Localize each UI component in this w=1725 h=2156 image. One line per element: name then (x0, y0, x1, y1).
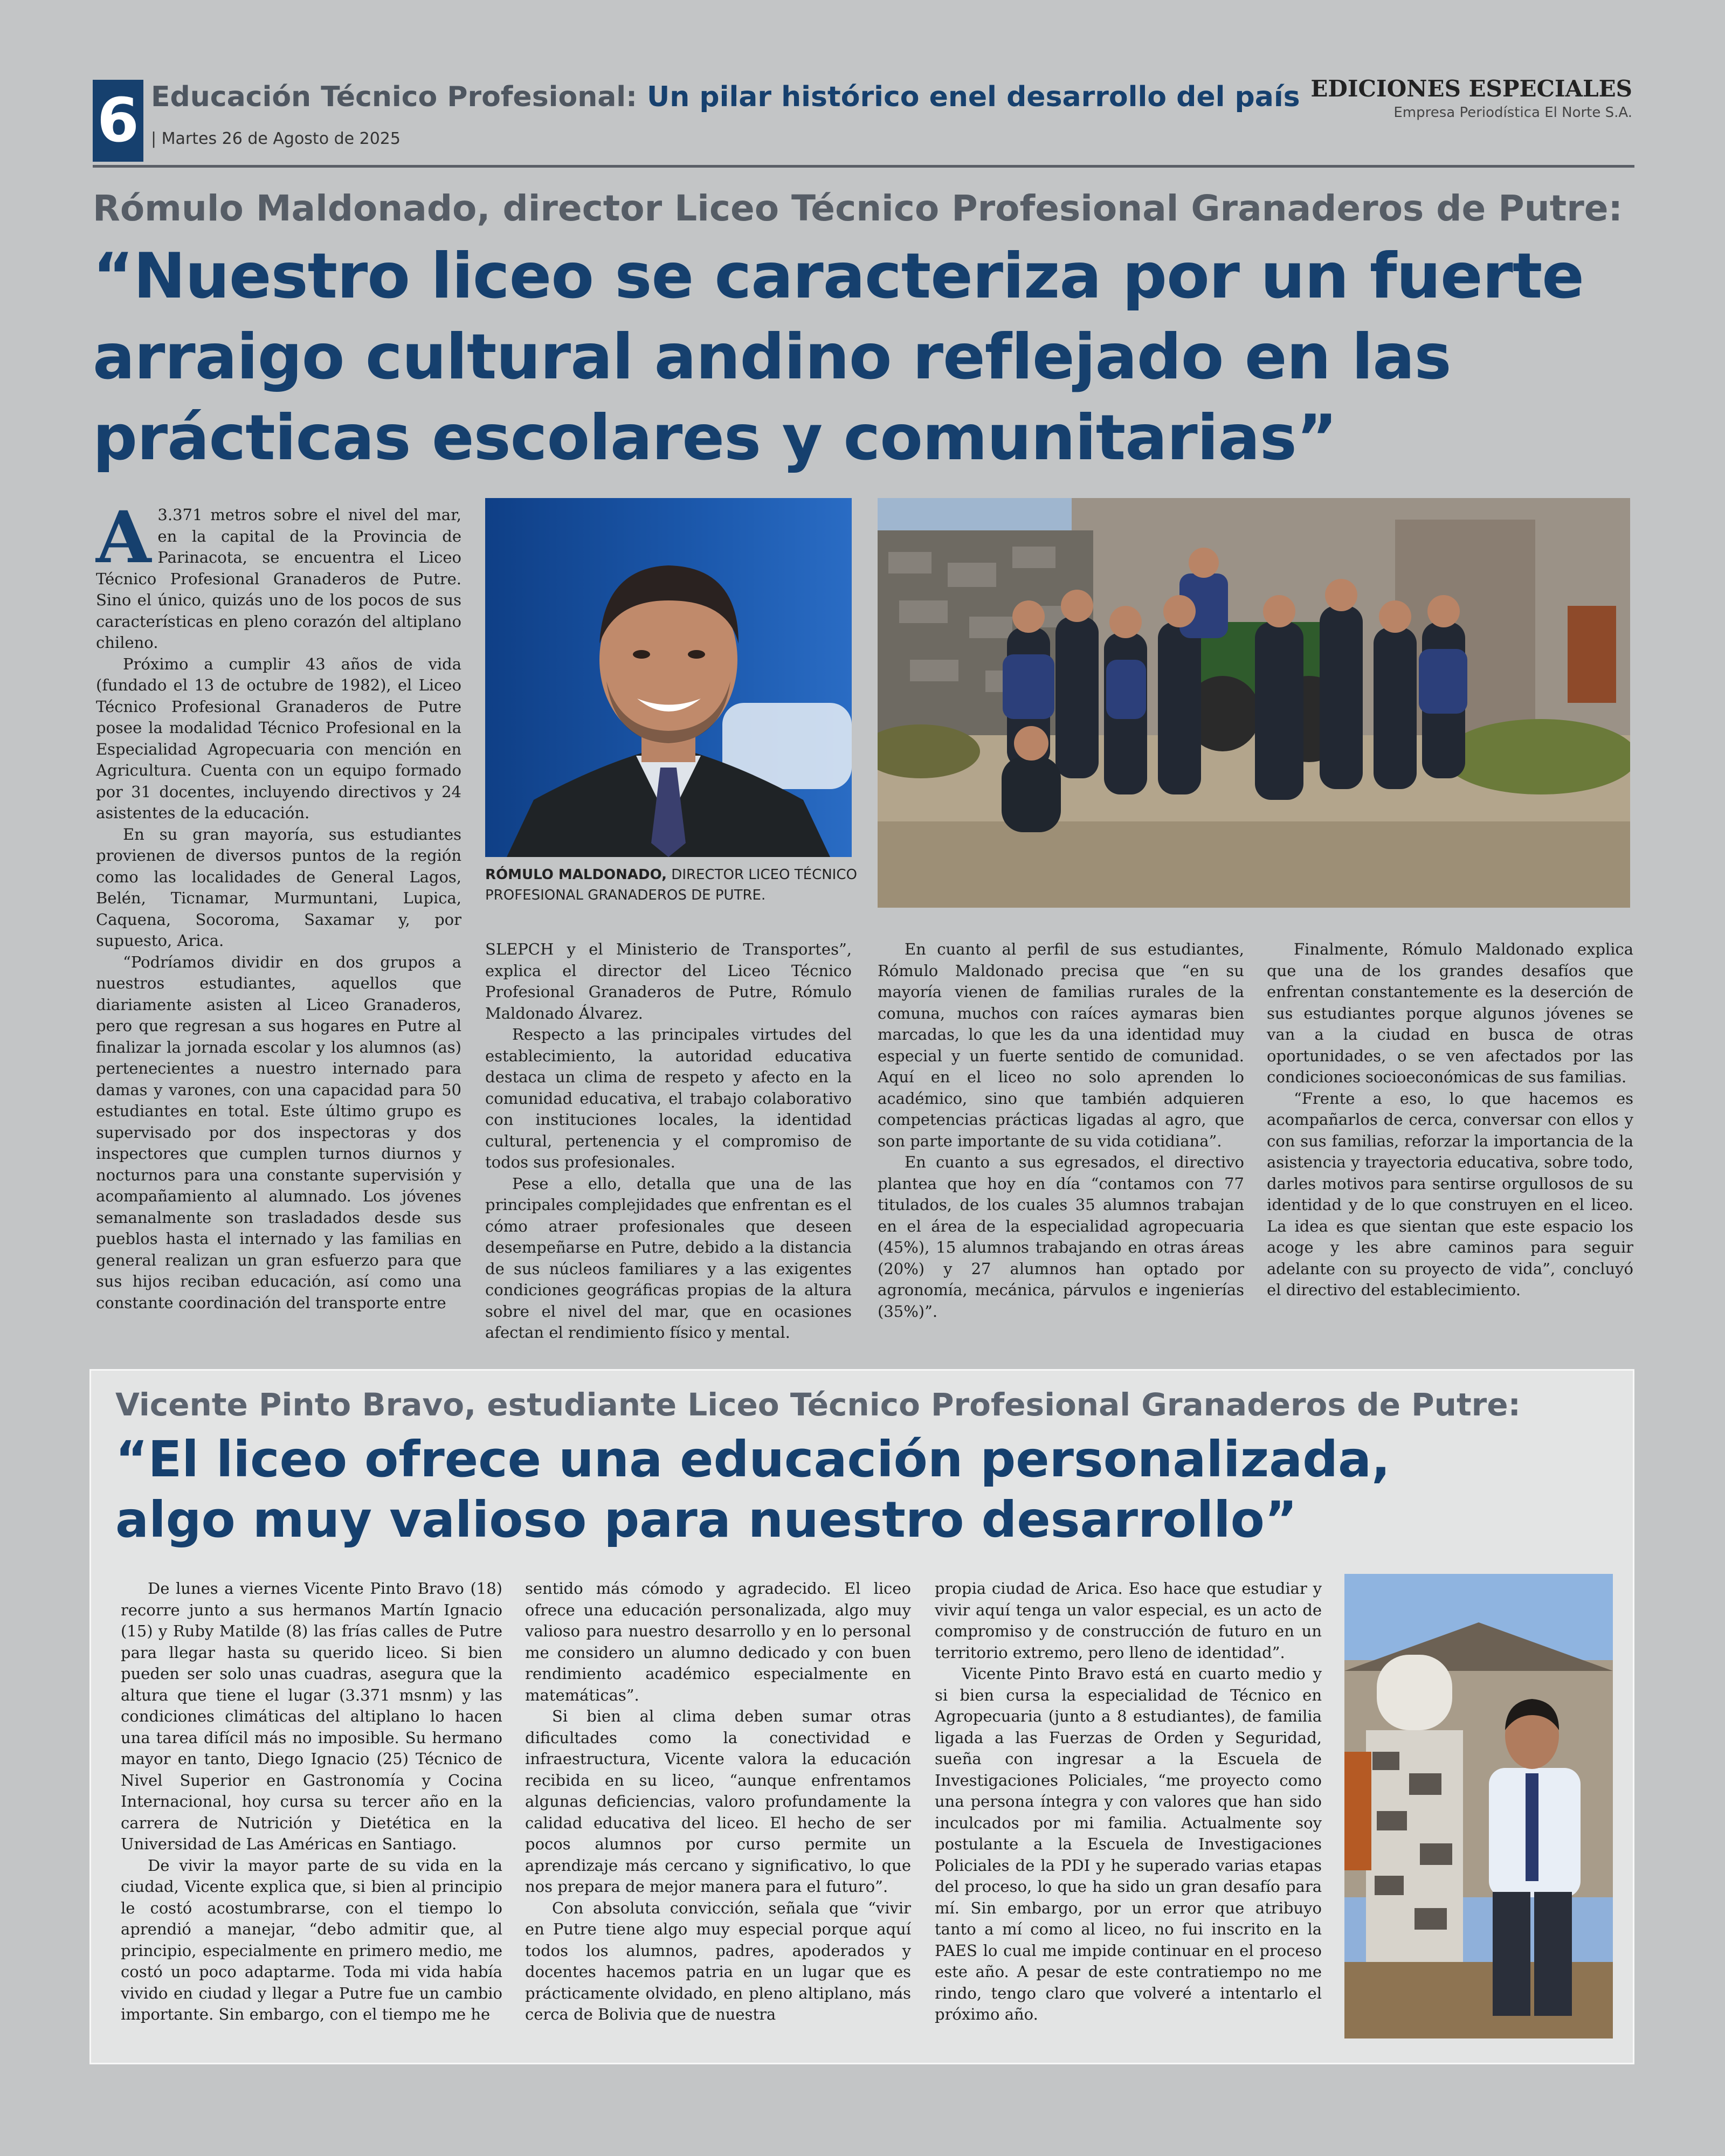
story2-paragraph: Vicente Pinto Bravo está en cuarto medio y si bien cursa la especialidad de Técnico en Agropecuaria (junto a 8 estudiantes), de familia ligada a las Fuerzas de Orden y Seguridad, sueña con ingresar a la Escuela de Investigaciones Policiales, “me proyecto como una persona íntegra y con valores que han sido inculcados por mi familia. Actualmente soy postulante a la Escuela de Investigaciones Policiales de la PDI y he superado varias etapas del proceso, lo que ha sido un gran desafío para mí. Sin embargo, por un error que atribuyo tanto a mí como al liceo, no fui inscrito en la PAES lo cual me impide continuar en el proceso este año. A pesar de este contratiempo no me rindo, tengo claro que volveré a intentarlo el próximo año. (935, 1664, 1322, 2023)
director-portrait-image (485, 498, 852, 857)
story2-paragraph: Con absoluta convicción, señala que “vivir en Putre tiene algo muy especial porque aquí todos los alumnos, padres, apoderados y docentes hacemos patria en un lugar que es prácticamente olvidado, en pleno altiplano, más cerca de Bolivia que de nuestra (525, 1898, 911, 2023)
story1-paragraph (96, 496, 461, 654)
story2-column-2 (525, 1578, 911, 2026)
section-title (151, 81, 1300, 113)
story1-paragraph-text: 3.371 metros sobre el nivel del mar, en la capital de la Provincia de Parinacota, se encuentra el Liceo Técnico Profesional Granaderos de Putre. Sino el único, quizás uno de los pocos de sus características en pleno corazón del altiplano chileno. (96, 506, 461, 652)
publisher-company: Empresa Periodística El Norte S.A. (1393, 105, 1632, 121)
story2-paragraph: De vivir la mayor parte de su vida en la ciudad, Vicente explica que, si bien al principio le costó acostumbrarse, con el tiempo lo aprendió a manejar, “debo admitir que, al principio, especialmente en primero medio, me costó un poco adaptarme. Toda mi vida había vivido en ciudad y llegar a Putre fue un cambio importante. Sin embargo, con el tiempo me he (121, 1856, 502, 2023)
story1-paragraph: Respecto a las principales virtudes del establecimiento, la autoridad educativa destaca un clima de respeto y afecto en la comunidad educativa, el trabajo colaborativo con instituciones locales, la identidad cultural, pertenencia y el compromiso de todos sus profesionales. (485, 1025, 852, 1171)
story2-paragraph: Si bien al clima deben sumar otras dificultades como la conectividad e infraestructura, Vicente valora la educación recibida en su liceo, “aunque enfrentamos algunas deficiencias, valoro profundamente la calidad educativa del liceo. El hecho de ser pocos alumnos por curso permite un aprendizaje más cercano y significativo, lo que nos prepara de mejor manera para el futuro”. (525, 1707, 911, 1896)
story1-column-3 (878, 939, 1244, 1322)
story1-paragraph: En su gran mayoría, sus estudiantes provienen de diversos puntos de la región como las localidades de General Lagos, Belén, Ticnamar, Murmuntani, Lupica, Caquena, Socoroma, Saxamar y, por supuesto, Arica. (96, 825, 461, 950)
caption-description: DIRECTOR LICEO TÉCNICO PROFESIONAL GRANADEROS DE PUTRE. (485, 867, 857, 903)
publication-date: | Martes 26 de Agosto de 2025 (151, 129, 401, 148)
story1-paragraph: Finalmente, Rómulo Maldonado explica que una de los grandes desafíos que enfrentan constantemente es la deserción de sus estudiantes porque algunos jóvenes se van a la ciudad en busca de otras oportunidades, o se ven afectados por las condiciones socioeconómicas de sus familias. (1267, 940, 1633, 1086)
publication-name: EDICIONES ESPECIALES (1310, 75, 1632, 102)
story1-paragraph: Pese a ello, detalla que una de las principales complejidades que enfrentan es el cómo atraer profesionales que deseen desempeñarse en Putre, debido a la distancia de sus núcleos familiares y a las exigentes condiciones geográficas propias de la altura sobre el nivel del mar, que en ocasiones afectan el rendimiento físico y mental. (485, 1174, 852, 1342)
story1-kicker: Rómulo Maldonado, director Liceo Técnico Profesional Granaderos de Putre: (93, 188, 1623, 229)
page-number: 6 (93, 80, 143, 162)
story2-paragraph: De lunes a viernes Vicente Pinto Bravo (18) recorre junto a sus hermanos Martín Ignacio (15) y Ruby Matilde (8) las frías calles de Putre para llegar hasta su querido liceo. Si bien pueden ser solo unas cuadras, asegura que la altura que tiene el lugar (3.371 msnm) y las condiciones climáticas del altiplano lo hacen una tarea difícil más no imposible. Su hermano mayor en tanto, Diego Ignacio (25) Técnico de Nivel Superior en Gastronomía y Cocina Internacional, hoy cursa su tercer año en la carrera de Nutrición y Dietética en la Universidad de Las Américas en Santiago. (121, 1579, 502, 1853)
student-photo (1344, 1574, 1613, 2038)
story2-kicker: Vicente Pinto Bravo, estudiante Liceo Técnico Profesional Granaderos de Putre: (115, 1386, 1521, 1423)
section-title-part1: Educación Técnico Profesional: (151, 81, 637, 113)
story1-paragraph: En cuanto a sus egresados, el directivo plantea que hoy en día “contamos con 77 titulados, de los cuales 35 alumnos trabajan en el área de la especialidad agropecuaria (45%), 15 alumnos trabajando en otras áreas (20%) y 27 alumnos han optado por agronomía, mecánica, párvulos e ingenierías (35%)”. (878, 1153, 1244, 1321)
caption-name: RÓMULO MALDONADO, (485, 867, 667, 883)
story1-paragraph: “Podríamos dividir en dos grupos a nuestros estudiantes, aquellos que diariamente asisten al Liceo Granaderos, pero que regresan a sus hogares en Putre al finalizar la jornada escolar y los alumnos (as) pertenecientes a nuestro internado para damas y varones, con una capacidad para 50 estudiantes en total. Este último grupo es supervisado por dos inspectoras y dos inspectores que cumplen turnos diurnos y nocturnos para una constante supervisión y acompañamiento al alumnado. Los jóvenes semanalmente son trasladados desde sus pueblos hasta el internado y las familias en general realizan un gran esfuerzo para que sus hijos reciban educación, así como una constante coordinación del transporte entre (96, 952, 461, 1312)
story2-column-1 (121, 1578, 502, 2026)
students-group-photo (878, 498, 1630, 908)
student-image (1344, 1574, 1613, 2038)
header-divider (93, 165, 1634, 168)
story1-paragraph: SLEPCH y el Ministerio de Transportes”, explica el director del Liceo Técnico Profesional Granaderos de Putre, Rómulo Maldonado Álvarez. (485, 940, 852, 1022)
story1-headline: “Nuestro liceo se caracteriza por un fuerte arraigo cultural andino reflejado en las prácticas escolares y comunitarias” (93, 240, 1584, 474)
story2-paragraph: sentido más cómodo y agradecido. El liceo ofrece una educación personalizada, algo muy valioso para nuestro desarrollo y en lo personal me considero un alumno dedicado y con buen rendimiento académico especialmente en matemáticas”. (525, 1579, 911, 1704)
story1-paragraph: En cuanto al perfil de sus estudiantes, Rómulo Maldonado precisa que “en su mayoría vienen de familias rurales de la comuna, muchos con raíces aymaras bien marcadas, lo que les da una identidad muy especial y un fuerte sentido de comunidad. Aquí en el liceo no solo aprenden lo académico, sino que también adquieren competencias prácticas ligadas al agro, que son parte importante de su vida cotidiana”. (878, 940, 1244, 1150)
story1-column-4 (1267, 939, 1633, 1301)
story2-headline: “El liceo ofrece una educación personalizada, algo muy valioso para nuestro desarrollo” (115, 1431, 1391, 1549)
section-title-part2: Un pilar histórico enel desarrollo del país (647, 81, 1300, 113)
story1-paragraph: “Frente a eso, lo que hacemos es acompañarlos de cerca, conversar con ellos y con sus familias, reforzar la importancia de la asistencia y trayectoria educativa, sobre todo, darles motivos para sentirse orgullosos de su identidad y de lo que construyen en el liceo. La idea es que sientan que este espacio los acoge y les abre caminos para seguir adelante con su proyecto de vida”, concluyó el directivo del establecimiento. (1267, 1089, 1633, 1299)
director-portrait-photo (485, 498, 852, 857)
story1-column-2 (485, 939, 852, 1344)
drop-cap: A (96, 496, 151, 579)
portrait-caption (485, 865, 862, 906)
story2-column-3 (935, 1578, 1322, 2026)
students-group-image (878, 498, 1630, 908)
story1-paragraph: Próximo a cumplir 43 años de vida (fundado el 13 de octubre de 1982), el Liceo Técnico Profesional Granaderos de Putre posee la modalidad Técnico Profesional en la Especialidad Agropecuaria con mención en Agricultura. Cuenta con un equipo formado por 31 docentes, incluyendo directivos y 24 asistentes de la educación. (96, 654, 461, 822)
story1-column-1 (96, 496, 461, 1314)
story2-paragraph: propia ciudad de Arica. Eso hace que estudiar y vivir aquí tenga un valor especial, es un acto de compromiso y de construcción de futuro en un territorio extremo, pero lleno de identidad”. (935, 1579, 1322, 1662)
